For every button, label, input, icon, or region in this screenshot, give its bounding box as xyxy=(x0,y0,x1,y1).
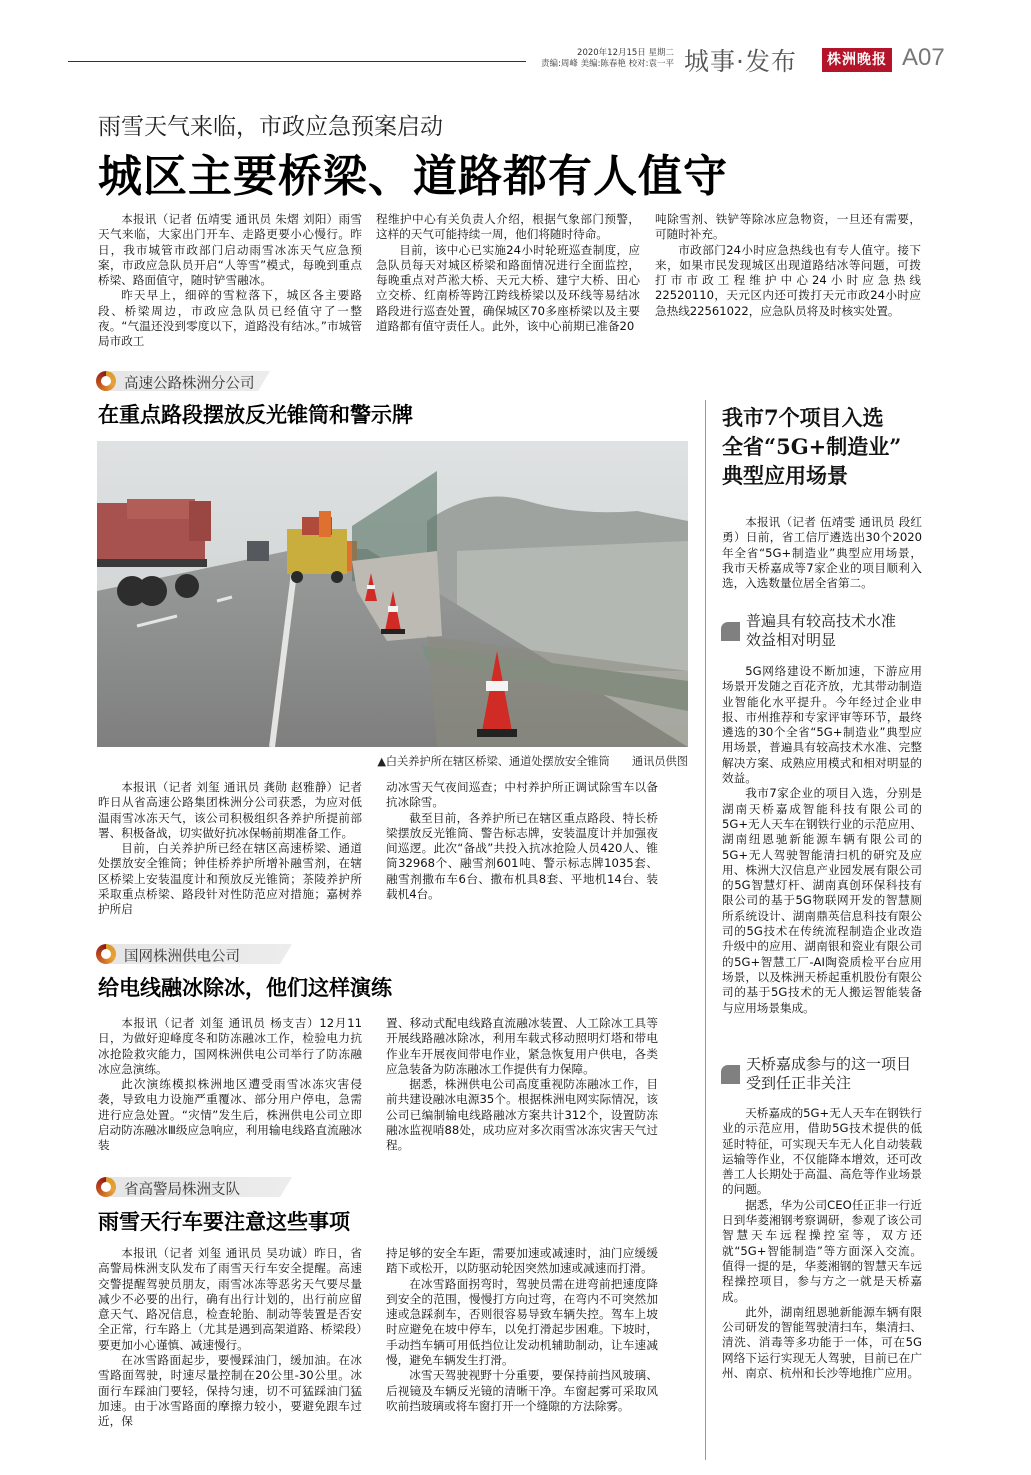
paragraph: 本报讯（记者 刘玺 通讯员 龚勋 赵雅静）记者昨日从省高速公路集团株洲分公司获悉，为应对低温雨雪冰冻天气，该公司积极组织各养护所提前部署、积极备战，切实做好抗冰保畅前期准备工作。 xyxy=(98,780,362,840)
lead-subtitle: 雨雪天气来临，市政应急预案启动 xyxy=(98,114,443,140)
paragraph: 5G网络建设不断加速，下游应用场景开发随之百花齐放，尤其带动制造业智能化水平提升。今年经过企业申报、市州推荐和专家评审等环节，最终遴选的30个全省“5G+制造业”典型应用场景，普遍具有较高技术水准、完整解决方案、成熟应用模式和相对明显的效益。 xyxy=(722,664,922,786)
paragraph: 程维护中心有关负责人介绍，根据气象部门预警，这样的天气可能持续一周，他们将随时待命。 xyxy=(376,212,640,242)
header-rule xyxy=(68,61,526,62)
paragraph: 市政部门24小时应急热线也有专人值守。接下来，如果市民发现城区出现道路结冰等问题，可拨打市市政工程维护中心24小时应急热线22520110，天元区内还可拨打天元市政24小时应急热线22561022，应急队员将及时核实处置。 xyxy=(655,242,921,318)
paragraph: 昨天早上，细碎的雪粒落下，城区各主要路段、桥梁周边，市政应急队员已经值守了一整夜。“气温还没到零度以下，道路没有结冰。”市城管局市政工 xyxy=(98,288,362,349)
sidebar-title xyxy=(722,403,901,490)
subhead-line: 天桥嘉成参与的这一项目 xyxy=(746,1055,912,1073)
paragraph: 本报讯（记者 刘玺 通讯员 吴功诚）昨日，省高警局株洲支队发布了雨雪天行车安全提醒。高速交警提醒驾驶员朋友，雨雪冰冻等恶劣天气要尽量减少不必要的出行，确有出行计划的，出行前应留意天气、路况信息，检查轮胎、制动等装置是否安全正常，行车路上（尤其是遇到高架道路、桥梁段）要更加小心谨慎、减速慢行。 xyxy=(98,1246,362,1352)
story3-column-1 xyxy=(98,1246,362,1430)
paragraph: 据悉，华为公司CEO任正非一行近日到华菱湘钢考察调研，参观了该公司智慧天车远程操控室等，双方还就“5G+智能制造”等方面深入交流。值得一提的是，华菱湘钢的智慧天车远程操控项目，参与方之一就是天桥嘉成。 xyxy=(722,1197,922,1304)
block-marker-icon xyxy=(721,622,740,641)
paragraph: 目前，该中心已实施24小时轮班巡查制度，应急队员每天对城区桥梁和路面情况进行全面监控，每晚重点对芦淞大桥、天元大桥、建宁大桥、田心立交桥、红南桥等跨江跨线桥梁以及环线等易结冰路段进行巡查处置，确保城区70多座桥梁以及主要道路都有值守责任人。此外，该中心前期已准备20 xyxy=(376,242,640,334)
paragraph: 置、移动式配电线路直流融冰装置、人工除冰工具等开展线路融冰除冰，利用车载式移动照明灯塔和带电作业车开展夜间带电作业，紧急恢复用户供电，各类应急装备为防冻融冰工作提供有力保障。 xyxy=(386,1016,658,1076)
ring-icon xyxy=(96,371,116,391)
paragraph: 在冰雪路面起步，要慢踩油门，缓加油。在冰雪路面驾驶，时速尽量控制在20公里-30公里。冰面行车踩油门要轻，保持匀速，切不可猛踩油门猛加速。由于冰雪路面的摩擦力较小，要避免跟车过近，保 xyxy=(98,1353,362,1429)
lead-column-1 xyxy=(98,212,362,350)
issue-date: 2020年12月15日 星期二 xyxy=(577,48,674,58)
subhead-line: 普遍具有较高技术水准 xyxy=(746,612,897,630)
paragraph: 此外，湖南纽恩驰新能源车辆有限公司研发的智能驾驶清扫车，集清扫、清洗、消毒等多功能于一体，可在5G网络下运行实现无人驾驶，目前已在广州、南京、杭州和长沙等地推广应用。 xyxy=(722,1304,922,1381)
paragraph: 截至目前，各养护所已在辖区重点路段、特长桥梁摆放反光锥筒、警告标志牌，安装温度计并加强夜间巡逻。此次“备战”共投入抗冰抢险人员420人、锥筒32968个、融雪剂601吨、警示标志牌1035套、融雪剂撒布车6台、撒布机具8套、平地机14台、装载机4台。 xyxy=(386,810,658,902)
story2-tag xyxy=(96,942,296,966)
story3-tag-label: 省高警局株洲支队 xyxy=(124,1182,240,1198)
block-marker-icon xyxy=(721,1065,740,1084)
paragraph: 本报讯（记者 伍靖雯 通讯员 朱熠 刘阳）雨雪天气来临，大家出门开车、走路更要小心慢行。昨日，我市城管市政部门启动雨雪冰冻天气应急预案，市政应急队员开启“人等雪”模式，每晚到重点桥梁、路面值守，随时铲雪融冰。 xyxy=(98,212,362,288)
paragraph: 本报讯（记者 刘玺 通讯员 杨支吉）12月11日，为做好迎峰度冬和防冻融冰工作，检验电力抗冰抢险救灾能力，国网株洲供电公司举行了防冻融冰应急演练。 xyxy=(98,1016,362,1076)
story3-tag xyxy=(96,1175,296,1199)
sidebar-title-line: 全省“5G+制造业” xyxy=(722,434,902,459)
story3-column-2 xyxy=(386,1246,658,1414)
paragraph: 冰雪天驾驶视野十分重要，要保持前挡风玻璃、后视镜及车辆反光镜的清晰干净。车窗起雾可采取风吹前挡玻璃或将车窗打开一个缝隙的方法除雾。 xyxy=(386,1368,658,1413)
story1-photo-caption: ▲白关养护所在辖区桥梁、通道处摆放安全锥筒 通讯员供图 xyxy=(377,755,688,768)
sidebar-section-2-body xyxy=(722,1106,922,1381)
lead-column-2 xyxy=(376,212,640,334)
paragraph: 天桥嘉成的5G+无人天车在钢铁行业的示范应用，借助5G技术提供的低延时特征，可实现天车无人化自动装载运输等作业，不仅能降本增效，还可改善工人长期处于高温、高危等作业场景的问题。 xyxy=(722,1106,922,1197)
paragraph: 本报讯（记者 伍靖雯 通讯员 段红勇）日前，省工信厅遴选出30个2020年全省“5G+制造业”典型应用场景，我市天桥嘉成等7家企业的项目顺利入选，入选数量位居全省第二。 xyxy=(722,515,922,591)
story1-photo xyxy=(97,441,688,747)
highway-photo-illustration xyxy=(97,441,688,747)
subhead-line: 受到任正非关注 xyxy=(746,1074,852,1092)
story2-column-1 xyxy=(98,1016,362,1154)
sidebar-title-line: 典型应用场景 xyxy=(722,463,848,488)
story1-column-1 xyxy=(98,780,362,918)
sidebar-section-1-body xyxy=(722,664,922,1016)
story1-tag xyxy=(96,369,276,393)
page-number: A07 xyxy=(902,44,945,71)
newspaper-logo: 株洲晚报 xyxy=(822,48,892,72)
paragraph: 吨除雪剂、铁铲等除冰应急物资，一旦还有需要，可随时补充。 xyxy=(655,212,921,242)
paragraph: 持足够的安全车距，需要加速或减速时，油门应缓缓踏下或松开，以防驱动轮因突然加速或减速而打滑。 xyxy=(386,1246,658,1276)
editor-credits: 责编:周峰 美编:陈春艳 校对:袁一平 xyxy=(541,59,674,69)
story1-column-2 xyxy=(386,780,658,902)
header-meta xyxy=(532,48,674,70)
story1-title: 在重点路段摆放反光锥筒和警示牌 xyxy=(98,402,413,427)
sidebar-divider xyxy=(705,400,706,1460)
lead-title: 城区主要桥梁、道路都有人值守 xyxy=(98,151,728,202)
section-name: 城事·发布 xyxy=(684,47,797,76)
story2-title: 给电线融冰除冰，他们这样演练 xyxy=(98,975,392,1000)
lead-column-3 xyxy=(655,212,921,319)
paragraph: 此次演练模拟株洲地区遭受雨雪冰冻灾害侵袭，导致电力设施严重覆冰、部分用户停电，急需进行应急处置。“灾情”发生后，株洲供电公司立即启动防冻融冰Ⅲ级应急响应，利用输电线路直流融冰装 xyxy=(98,1077,362,1153)
ring-icon xyxy=(96,1177,116,1197)
story2-column-2 xyxy=(386,1016,658,1154)
story1-tag-label: 高速公路株洲分公司 xyxy=(124,376,255,392)
sidebar-title-line: 我市7个项目入选 xyxy=(722,405,884,430)
sidebar-intro xyxy=(722,515,922,591)
paragraph: 我市7家企业的项目入选，分别是湖南天桥嘉成智能科技有限公司的5G+无人天车在钢铁行业的示范应用、湖南纽恩驰新能源车辆有限公司的5G+无人驾驶智能清扫机的研究及应用、株洲大汉信息产业园发展有限公司的5G智慧灯杆、湖南真创环保科技有限公司的基于5G物联网开发的智慧厕所系统设计、湖南鼎英信息科技有限公司的5G技术在传统流程制造企业改造升级中的应用、湖南银和瓷业有限公司的5G+智慧工厂-AI陶瓷质检平台应用场景，以及株洲天桥起重机股份有限公司的基于5G技术的无人搬运智能装备与应用场景集成。 xyxy=(722,786,922,1015)
subhead-line: 效益相对明显 xyxy=(746,631,837,649)
ring-icon xyxy=(96,944,116,964)
paragraph: 在冰雪路面拐弯时，驾驶员需在进弯前把速度降到安全的范围，慢慢打方向过弯，在弯内不可突然加速或急踩刹车，否则很容易导致车辆失控。驾车上坡时应避免在坡中停车，以免打滑起步困难。下坡时，手动挡车辆可用低挡位让发动机辅助制动，让车速减慢，避免车辆发生打滑。 xyxy=(386,1276,658,1368)
paragraph: 动冰雪天气夜间巡查；中村养护所正调试除雪车以备抗冰除雪。 xyxy=(386,780,658,810)
paragraph: 据悉，株洲供电公司高度重视防冻融冰工作，目前共建设融冰电源35个。根据株洲电网实际情况，该公司已编制输电线路融冰方案共计312个，设置防冻融冰监视哨88处，成功应对多次雨雪冰冻灾害天气过程。 xyxy=(386,1077,658,1153)
story2-tag-label: 国网株洲供电公司 xyxy=(124,949,240,965)
paragraph: 目前，白关养护所已经在辖区高速桥梁、通道处摆放安全锥筒；钟佳桥养护所增补融雪剂，在辖区桥梁上安装温度计和预放反光锥筒；茶陵养护所采取重点桥梁、路段针对性防范应对措施；嘉树养护所启 xyxy=(98,841,362,917)
story3-title: 雨雪天行车要注意这些事项 xyxy=(98,1209,350,1234)
